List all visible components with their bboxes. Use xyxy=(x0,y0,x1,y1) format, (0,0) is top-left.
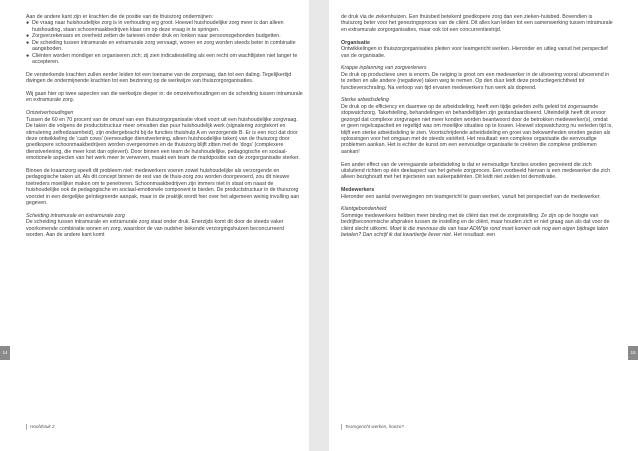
list-item: ● De vraag naar huishoudelijke zorg is in verhouding erg groot. Hoewel huishoudelijke zorg meer is dan alleen huishouding, staan schoonmaakbedrijven klaar om op deze vraag in te springen. xyxy=(26,20,284,33)
list-item: ● Zorgverzekeraars en overheid zetten de tarieven onder druk en lonken naar persoonsgebonden budgetten. xyxy=(26,33,281,40)
paragraph: Sommige medewerkers hebben meer binding met de cliënt dan met de zorginstelling. Ze zijn op de hoogte van bedrijfseconomische afspraken tussen de instelling en de cliënt, maar houden zich er niet graag aan als dat voor de cliënt slecht uitkomt. Moet ik die mevrouw die van haar ADW'tje rond moet komen ook nog een eigen bijdrage laten betalen? Dan schrijf ik dat kwartiertje liever niet. Het resultaat: een xyxy=(341,212,610,239)
bullet-icon: ● xyxy=(26,39,30,46)
book-title-footer: Teamgericht werken, hoezo? xyxy=(341,424,404,430)
quote-text: Moet ik die mevrouw die van haar ADW'tje rond moet komen ook nog een eigen bijdrage laten betalen? Dan schrijf ik dat kwartiertje liever niet. xyxy=(341,225,609,239)
paragraph: Hieronder een aantal overwegingen om teamgericht te gaan werken, vanuit het perspectief van de medewerker. xyxy=(341,193,601,200)
left-text-column xyxy=(26,14,304,245)
bullet-icon: ● xyxy=(26,20,30,27)
bullet-icon: ● xyxy=(26,52,30,59)
list-item: ● De scheiding tussen intramurale en extramurale zorg vervaagt, wonen en zorg worden steeds beter in combinatie aangeboden. xyxy=(26,39,296,53)
right-page xyxy=(319,0,638,451)
paragraph: De druk op de efficiency en daarmee op de arbeidsdeling, heeft een tijdje geleden zelfs geleid tot zogenaamde stopwatchzorg. Takefstelling, behandelingen en behandeltijden zijn gestandaardiseerd. Uiteindelijk heeft dit ervoor gezorgd dat complexe zorgvragen niet meer konden worden beantwoord door de betrokken medewerker(s), omdat er geen regelcapaciteit en regeltijd was om moeilijke situaties op te lossen. Hoewel stopwatchzorg nu verleden tijd is, blijft een sterke arbeidsdeling te zien. Voortschrijdende arbeidsdeling en groei van bekwamheden worden gezien als oplossingen voor het omgaan met de steeds variëteit. Het resultaat: een complexe organisatie die eenvoudige problemen aankan. Het is echter de kunst om een eenvoudige organisatie te creëren die complexe problemen aankan! xyxy=(341,103,613,155)
list-item: ● Cliënten worden mondiger en organiseren zich; zij zien indicatiestelling als een recht om wachtlijsten niet langer te accepteren. xyxy=(26,52,298,65)
subsection-heading: Sterke arbeidsdeling xyxy=(341,97,389,104)
page-number-tab: 14 xyxy=(0,346,10,360)
page-number-tab: 15 xyxy=(628,346,638,360)
intro-paragraph: Aan de andere kant zijn er krachten die de positie van de thuiszorg ondermijnen: xyxy=(26,14,214,20)
paragraph: De versterkende krachten zullen eerder leiden tot een toename van de zorgvraag, dan tot een daling. Tegelijkertijd dwingen de ondermijnende krachten tot een bezinning op de werkwijze van thuiszorgorganisaties. xyxy=(26,71,292,85)
section-heading: Scheiding intramurale en extramurale zorg xyxy=(26,212,125,219)
paragraph: Een ander effect van de verregaande arbeidsdeling is dat er eenvoudige functies worden gecreëerd die zich uitsluitend richten op één deelaspect van het gehele zorgproces. Een voorbeeld hiervan is een medewerker die zich alleen bezighoudt met het injecteren van suikerpatiënten. Dit leidt niet zelden tot demotivatie. xyxy=(341,161,611,181)
paragraph: Binnen de kraamzorg speelt dit probleem niet: medewerkers voeren zowel huishoudelijke als verzorgende en pedagogische taken uit. Als dit concept binnen de rest van de thuis-zorg zou worden doorgevoerd, zou dit nieuwe toetreders moeilijker maken om te penetreren. Schoonmaakbedrijven zijn immers niet in staat om naast de huishoudelijke ook de pedagogische en sociaal-emotionele component te bieden. De productstructuur in de thuiszorg voorziet in een dergelijke geïntegreerde aanpak, maar in de praktijk wordt hier over het algemeen weinig invulling aan gegeven. xyxy=(26,168,300,207)
forces-list xyxy=(26,20,304,65)
subsection-heading: Krappe inplanning van zorgverleners xyxy=(341,65,427,72)
paragraph: Ontwikkelingen in thuiszorgorganisaties pleiten voor teamgericht werken. Hieronder en uitleg vanuit het perspectief van de organisatie. xyxy=(341,46,608,59)
section-heading: Organisatie xyxy=(341,39,370,46)
paragraph: de druk via de ziekenhuizen. Een thuisbed betekent goedkopere zorg dan een zieken-huisbed. Bovendien is thuiszorg beter voor het genezingsproces van de cliënt. Dit alles kan leiden tot een samenwerking tussen intramurale en extramurale zorgorganisaties, maar ook tot een concurrentiestrijd. xyxy=(341,14,613,33)
chapter-footer: Hoofdstuk 2 xyxy=(26,424,55,430)
section-heading: Omzetverhoudingen xyxy=(26,110,74,117)
paragraph: De scheiding tussen intramurale en extramurale zorg staat onder druk. Enerzijds komt dit door de steeds vaker voorkomende combinatie wonen en zorg, waardoor de van oudsher bekende verzorgingshuizen beconcurreerd worden. Aan de andere kant komt xyxy=(26,219,284,239)
subsection-heading: Klantgebondenheid xyxy=(341,206,387,213)
paragraph: De druk op productieve uren is enorm. De neiging is groot om een medewerker in de uitvoering vooral uitvoerend in te zetten en alle andere (negatieve) taken weg te nemen. Op den duur leidt deze productiegerichtheid tot functieverschraling. Na verloop van tijd ervaren medewerkers hun werk als doprend. xyxy=(341,71,610,91)
gutter-shade xyxy=(309,0,319,451)
paragraph: Wij gaan hier op twee aspecten van die werkwijze dieper in: de omzetverhoudingen en de scheiding tussen intramurale en extramurale zorg. xyxy=(26,91,303,104)
section-heading: Medewerkers xyxy=(341,187,375,194)
right-text-column xyxy=(341,14,613,245)
paragraph: Tussen de 60 en 70 procent van de omzet van een thuiszorgorganisatie vloeit voort uit een huishoudelijke zorgvraag. De taken die volgens de productstructuur meer omvatten dan puur huishoudelijk werk (signalering zorgtekort en stimulering zelfredzaamheid), zijn ondergebracht bij de functies thuishulp A en verzorgende B. Er is een ricci dat door deze ontwikkeling de 'cash cows' (eenvoudige dienstverlening, alleen huishoudelijke taken) van de thuiszorg door goedkopere schoonmaakbedrijven worden overgenomen en de thuiszorg blijft zitten met de 'dogs' (complexere dienstverlening, die meer kost dan oplevert). Door binnen een team de huishoudelijke, pedagogische en sociaal-emotionele aspecten van het werk meer te verweven, maakt een team de marktpositie van de zorgorganisatie sterker. xyxy=(26,116,300,162)
bullet-icon: ● xyxy=(26,33,30,40)
